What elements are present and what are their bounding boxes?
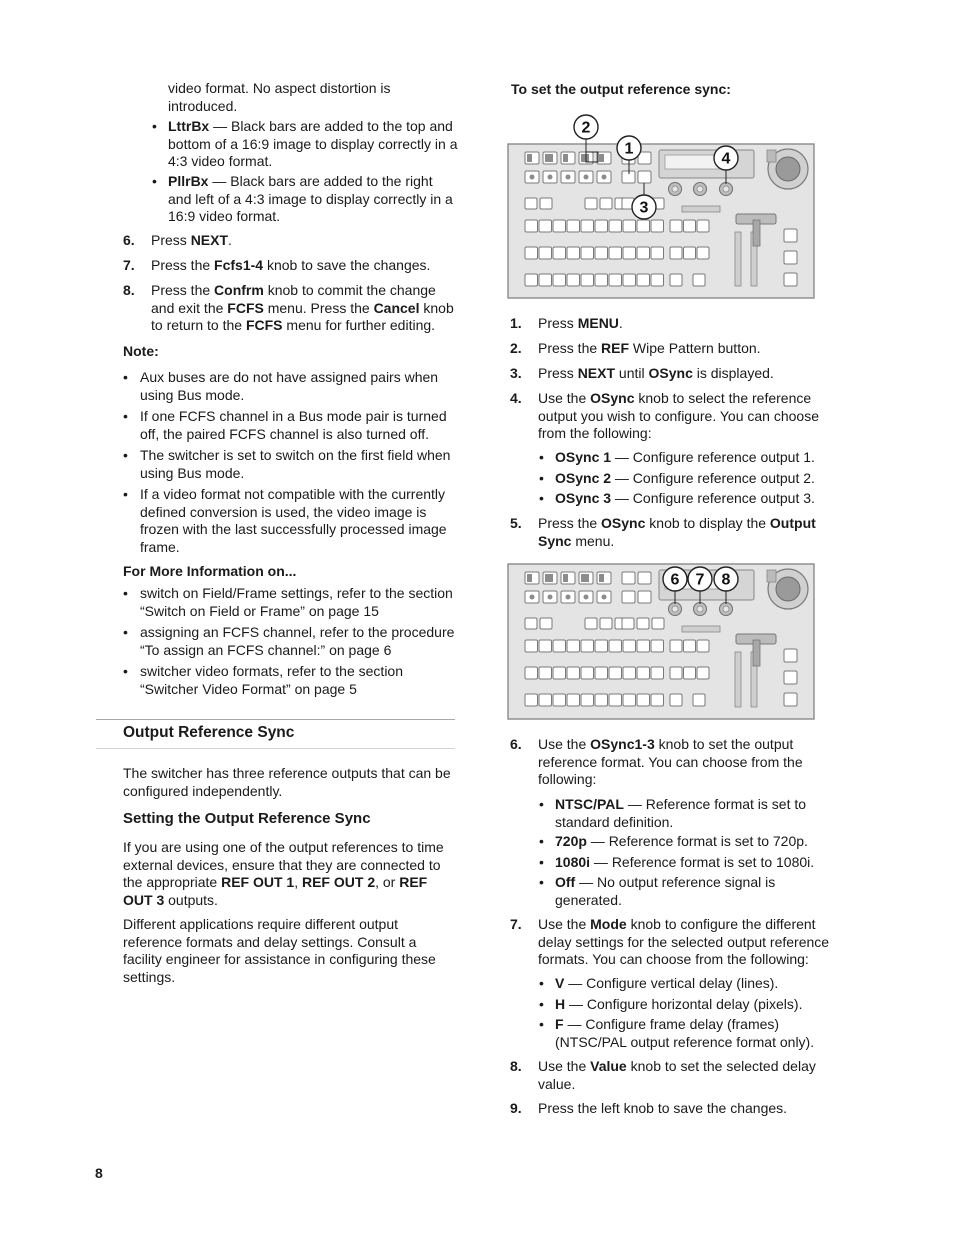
transition-button (784, 229, 797, 242)
pattern-glyph (602, 595, 607, 600)
bus-button (553, 247, 566, 259)
menu-knob-center (697, 186, 703, 192)
bus-button (567, 667, 580, 679)
pattern-glyph (527, 574, 532, 582)
callout-label: 1 (624, 140, 634, 158)
bus-button (553, 640, 566, 652)
callout-label: 8 (721, 571, 731, 589)
bus-button (595, 694, 608, 706)
pattern-glyph (527, 154, 532, 162)
callout-label: 2 (581, 119, 591, 137)
bus-button (697, 247, 709, 259)
bus-button (525, 667, 538, 679)
bus-button (693, 274, 705, 286)
pattern-glyph (563, 574, 568, 582)
bus-button (651, 220, 664, 232)
bus-button (539, 667, 552, 679)
bus-button (525, 274, 538, 286)
bus-button (595, 640, 608, 652)
bus-button (637, 694, 650, 706)
bus-button (670, 247, 682, 259)
menu-knob-center (697, 606, 703, 612)
positioner-knob (776, 577, 800, 601)
bus-button (609, 220, 622, 232)
bus-button (623, 247, 636, 259)
bus-button (567, 694, 580, 706)
bus-button (553, 274, 566, 286)
section-rule-top (96, 719, 455, 720)
bus-button (567, 220, 580, 232)
callout-label: 4 (721, 150, 731, 168)
bus-button (553, 694, 566, 706)
transition-button (784, 251, 797, 264)
paragraph-ref-out: If you are using one of the output references to time external devices, ensure that they are connected to the appropriate REF OUT 1, REF OUT 2, or REF OUT 3 outputs. (123, 839, 444, 908)
bus-button (651, 247, 664, 259)
menu-knob-center (672, 606, 678, 612)
pattern-glyph (566, 595, 571, 600)
bus-button (525, 220, 538, 232)
panel-button (638, 171, 651, 183)
bus-button (539, 247, 552, 259)
bus-button (581, 247, 594, 259)
pattern-glyph (545, 154, 553, 162)
transition-button (784, 273, 797, 286)
bus-button (670, 640, 682, 652)
bus-button (567, 640, 580, 652)
control-panel-illustration-2 (505, 562, 817, 722)
bus-button (684, 667, 696, 679)
section-rule-bottom (96, 748, 455, 749)
bus-button (637, 220, 650, 232)
transition-button (784, 649, 797, 662)
bus-button (539, 694, 552, 706)
positioner-button (767, 570, 776, 582)
menu-knob-center (672, 186, 678, 192)
note-heading: Note: (123, 343, 159, 359)
bus-button (595, 667, 608, 679)
bus-button (581, 640, 594, 652)
callout-label: 3 (639, 199, 649, 217)
pattern-glyph (599, 154, 604, 162)
bus-button (581, 667, 594, 679)
fader-lever (753, 220, 760, 246)
pattern-glyph (581, 154, 589, 162)
bus-button (670, 274, 682, 286)
bus-button (553, 220, 566, 232)
bus-button (697, 667, 709, 679)
bus-button (539, 274, 552, 286)
bus-button (623, 694, 636, 706)
bus-button (623, 220, 636, 232)
panel-button (585, 198, 597, 209)
bus-button (609, 694, 622, 706)
panel-button (638, 572, 651, 584)
section-intro: The switcher has three reference outputs that can be configured independently. (123, 765, 451, 799)
bus-button (525, 694, 538, 706)
bus-button (539, 220, 552, 232)
panel-button (540, 198, 552, 209)
bus-button (684, 247, 696, 259)
control-panel-illustration-1 (505, 110, 817, 302)
pattern-glyph (545, 574, 553, 582)
bus-button (697, 640, 709, 652)
fader-lever (753, 640, 760, 666)
bus-button (581, 274, 594, 286)
fader-track (735, 232, 741, 286)
pattern-glyph (581, 574, 589, 582)
section-title: Output Reference Sync (123, 724, 295, 741)
pattern-glyph (599, 574, 604, 582)
pattern-glyph (602, 175, 607, 180)
bus-button (623, 274, 636, 286)
procedure-heading: To set the output reference sync: (511, 81, 731, 97)
positioner-knob (776, 157, 800, 181)
transition-button (784, 671, 797, 684)
pattern-glyph (566, 175, 571, 180)
more-info-heading: For More Information on... (123, 563, 297, 579)
bus-button (623, 667, 636, 679)
bus-button (609, 247, 622, 259)
bus-button (567, 247, 580, 259)
bus-button (525, 640, 538, 652)
bus-button (581, 220, 594, 232)
bus-button (553, 667, 566, 679)
indicator-strip (682, 626, 720, 632)
indicator-strip (682, 206, 720, 212)
menu-knob-center (723, 186, 729, 192)
pattern-glyph (530, 175, 535, 180)
pattern-glyph (548, 595, 553, 600)
callout-label: 6 (670, 571, 680, 589)
positioner-button (767, 150, 776, 162)
panel-button (525, 618, 537, 629)
panel-button (600, 198, 612, 209)
transition-button (784, 693, 797, 706)
bus-button (684, 220, 696, 232)
bus-button (567, 274, 580, 286)
bus-button (595, 274, 608, 286)
panel-button (652, 618, 664, 629)
bus-button (623, 640, 636, 652)
bus-button (637, 247, 650, 259)
bus-button (697, 220, 709, 232)
fader-track (735, 652, 741, 707)
bus-button (525, 247, 538, 259)
pattern-glyph (530, 595, 535, 600)
bus-button (670, 220, 682, 232)
panel-button (638, 591, 651, 603)
bus-button (670, 667, 682, 679)
pattern-glyph (563, 154, 568, 162)
panel-button (525, 198, 537, 209)
panel-button (585, 618, 597, 629)
bus-button (609, 274, 622, 286)
bus-button (609, 640, 622, 652)
bus-button (595, 220, 608, 232)
bus-button (651, 640, 664, 652)
panel-button (540, 618, 552, 629)
bus-button (637, 667, 650, 679)
bus-button (609, 667, 622, 679)
paragraph-applications: Different applications require different output reference formats and delay settings. Consult a facility engineer for assistance in configuring these settings. (123, 916, 436, 985)
continued-paragraph: video format. No aspect distortion is introduced. (168, 80, 391, 114)
panel-button (622, 591, 635, 603)
panel-button (622, 618, 634, 629)
bus-button (651, 694, 664, 706)
bus-button (539, 640, 552, 652)
bus-button (595, 247, 608, 259)
callout-label: 7 (695, 571, 705, 589)
bus-button (651, 274, 664, 286)
panel-button (622, 572, 635, 584)
panel-button (637, 618, 649, 629)
bus-button (637, 640, 650, 652)
pattern-glyph (548, 175, 553, 180)
bus-button (693, 694, 705, 706)
bus-button (581, 694, 594, 706)
bus-button (684, 640, 696, 652)
bus-button (670, 694, 682, 706)
panel-button (600, 618, 612, 629)
page-number: 8 (95, 1165, 103, 1181)
subsection-title: Setting the Output Reference Sync (123, 810, 371, 827)
bus-button (637, 274, 650, 286)
pattern-glyph (584, 175, 589, 180)
bus-button (651, 667, 664, 679)
pattern-glyph (584, 595, 589, 600)
menu-knob-center (723, 606, 729, 612)
